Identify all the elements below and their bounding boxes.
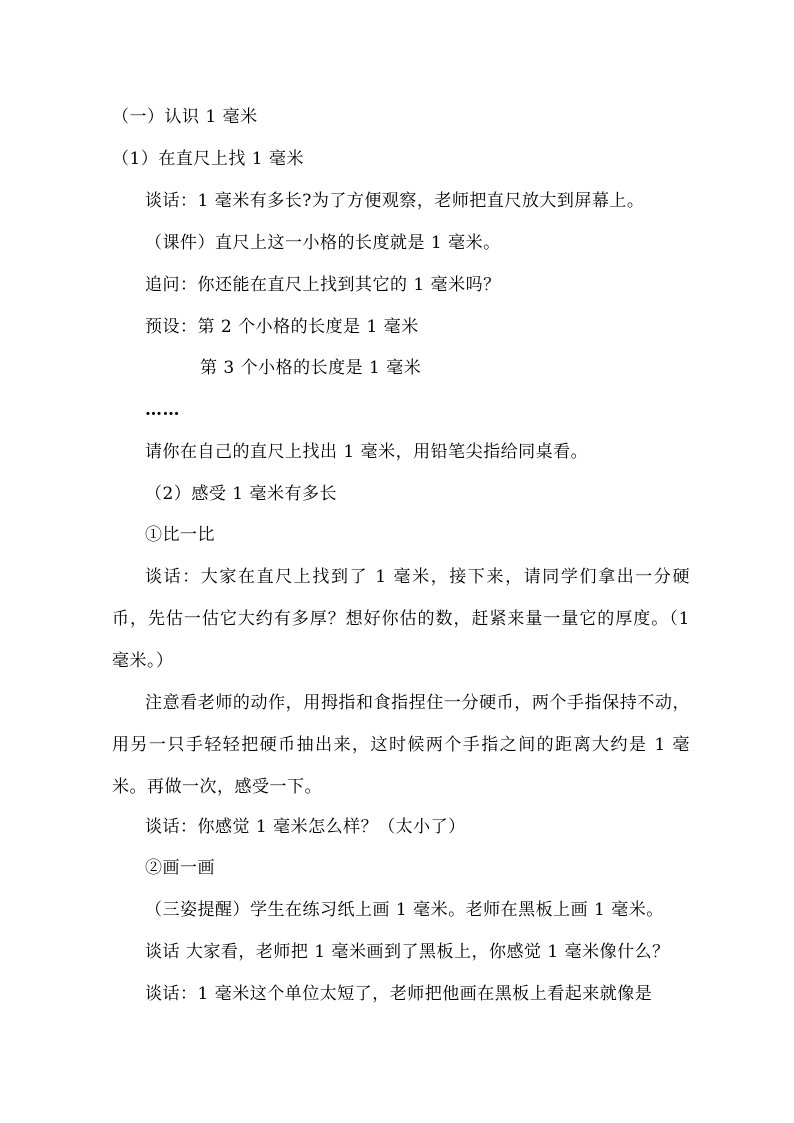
reminder-paragraph: （三姿提醒）学生在练习纸上画 1 毫米。老师在黑板上画 1 毫米。 xyxy=(145,900,664,920)
talk-paragraph-3: 谈话：你感觉 1 毫米怎么样？（太小了） xyxy=(145,817,466,837)
observe-paragraph: 注意看老师的动作，用拇指和食指捏住一分硬币，两个手指保持不动，用另一只手轻轻把硬币抽出来，这时候两个手指之间的距离大约是 1 毫米。再做一次，感受一下。 xyxy=(112,693,690,797)
talk-paragraph-2: 谈话：大家在直尺上找到了 1 毫米，接下来，请同学们拿出一分硬币，先估一估它大约有多厚？想好你估的数，赶紧来量一量它的厚度。（1 毫米。） xyxy=(112,567,690,671)
compare-heading: ①比一比 xyxy=(145,525,215,545)
follow-up-question: 追问：你还能在直尺上找到其它的 1 毫米吗？ xyxy=(145,275,501,295)
draw-heading: ②画一画 xyxy=(145,858,215,878)
instruction-paragraph: 请你在自己的直尺上找出 1 毫米，用铅笔尖指给同桌看。 xyxy=(145,442,589,462)
section-heading: （一）认识 1 毫米 xyxy=(112,107,258,127)
ellipsis: …… xyxy=(145,400,180,420)
sub-heading-feel-1mm: （2）感受 1 毫米有多长 xyxy=(145,484,337,504)
talk-paragraph-5: 谈话：1 毫米这个单位太短了，老师把他画在黑板上看起来就像是 xyxy=(145,984,653,1004)
sub-heading-find-1mm: （1）在直尺上找 1 毫米 xyxy=(112,149,304,169)
talk-paragraph-1: 谈话：1 毫米有多长?为了方便观察，老师把直尺放大到屏幕上。 xyxy=(145,191,645,211)
courseware-paragraph: （课件）直尺上这一小格的长度就是 1 毫米。 xyxy=(145,233,501,253)
preset-answer-2: 第 3 个小格的长度是 1 毫米 xyxy=(200,358,422,378)
preset-answer-1: 预设：第 2 个小格的长度是 1 毫米 xyxy=(145,317,419,337)
talk-paragraph-4: 谈话 大家看，老师把 1 毫米画到了黑板上，你感觉 1 毫米像什么？ xyxy=(145,942,670,962)
